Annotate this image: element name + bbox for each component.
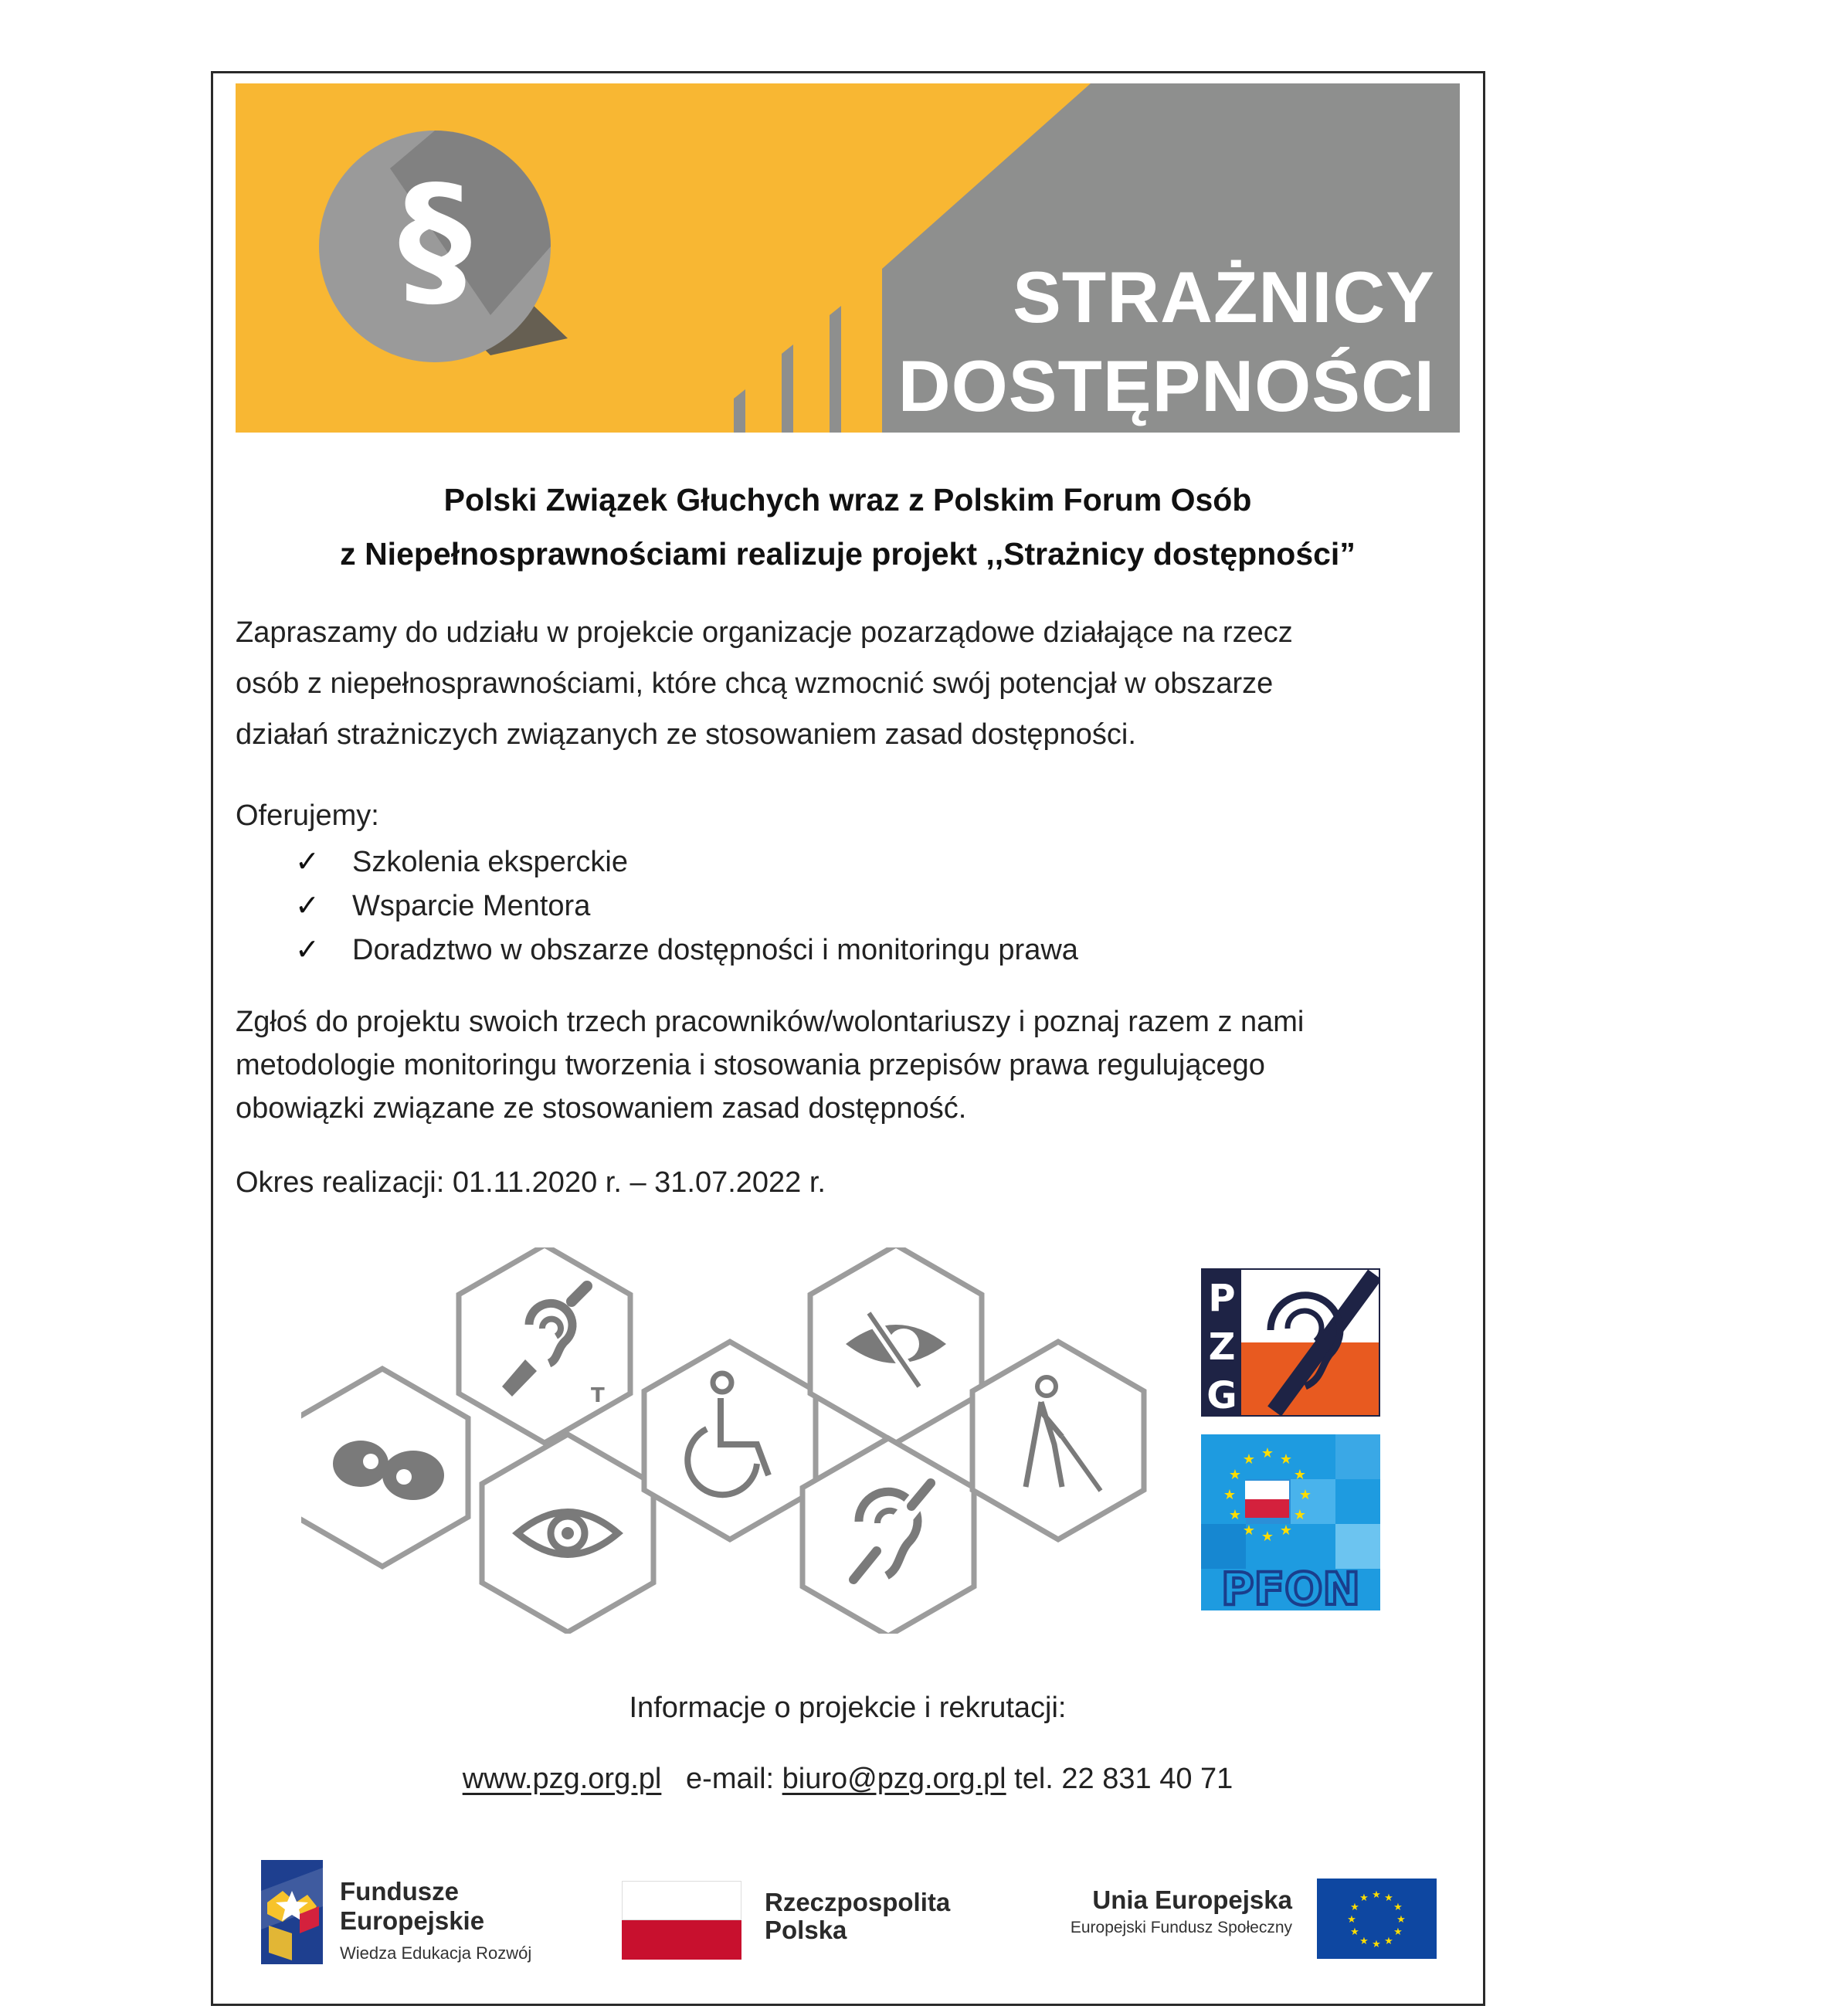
sign-language-icon [301, 1369, 468, 1566]
intro-line2: osób z niepełnosprawnościami, które chcą wzmocnić swój potencjał w obszarze [236, 667, 1274, 700]
svg-text:★: ★ [1393, 1902, 1403, 1913]
checkmark-icon: ✓ [295, 846, 320, 878]
info-label: Informacje o projekcie i rekrutacji: [629, 1692, 1067, 1724]
svg-text:★: ★ [1279, 1451, 1293, 1468]
fe-line2: Europejskie [340, 1906, 485, 1935]
banner [236, 83, 1460, 433]
ue-line2: Europejski Fundusz Społeczny [1070, 1919, 1292, 1936]
banner-title-line2: DOSTĘPNOŚCI [898, 345, 1435, 426]
pzg-logo [1201, 1268, 1380, 1417]
svg-text:★: ★ [1347, 1914, 1356, 1926]
svg-text:★: ★ [1298, 1487, 1312, 1503]
offer-label: Oferujemy: [236, 799, 379, 832]
svg-text:★: ★ [1384, 1892, 1393, 1904]
svg-text:★: ★ [1261, 1445, 1274, 1461]
polish-flag-logo [622, 1881, 741, 1960]
unia-europejska-text [1071, 1885, 1292, 1937]
fundusze-europejskie-text [340, 1877, 531, 1963]
svg-text:★: ★ [1279, 1522, 1293, 1539]
offer-item-text: Wsparcie Mentora [352, 890, 591, 922]
heading-line2: z Niepełnosprawnościami realizuje projekt ,,Strażnicy dostępności” [340, 536, 1356, 572]
eye-icon [482, 1434, 653, 1632]
email-label: e-mail: [686, 1763, 775, 1795]
svg-text:★: ★ [1372, 1889, 1381, 1901]
svg-text:★: ★ [1242, 1522, 1256, 1539]
hard-of-hearing-icon [803, 1438, 974, 1634]
checkmark-icon: ✓ [295, 890, 320, 922]
ue-line1: Unia Europejska [1092, 1885, 1292, 1914]
rzeczpospolita-polska-text [765, 1889, 950, 1944]
svg-text:§: § [398, 154, 472, 325]
svg-text:★: ★ [1372, 1939, 1381, 1950]
svg-text:T: T [591, 1384, 605, 1407]
offer-item-text: Szkolenia eksperckie [352, 846, 628, 878]
low-vision-icon [810, 1247, 982, 1443]
wheelchair-icon [644, 1342, 816, 1539]
email-link[interactable]: biuro@pzg.org.pl [782, 1763, 1006, 1795]
svg-text:★: ★ [1261, 1529, 1274, 1545]
svg-text:★: ★ [1350, 1902, 1359, 1913]
svg-text:★: ★ [1223, 1487, 1237, 1503]
svg-text:G: G [1206, 1374, 1237, 1417]
svg-text:★: ★ [1396, 1914, 1406, 1926]
fe-line3: Wiedza Edukacja Rozwój [340, 1943, 532, 1963]
website-link[interactable]: www.pzg.org.pl [462, 1763, 662, 1795]
intro-line1: Zapraszamy do udziału w projekcie organizacje pozarządowe działające na rzecz [236, 616, 1293, 649]
eu-flag-logo [1317, 1879, 1437, 1959]
svg-text:★: ★ [1384, 1936, 1393, 1947]
apply-line1: Zgłoś do projektu swoich trzech pracowników/wolontariuszy i poznaj razem z nami [236, 1006, 1305, 1038]
svg-text:P: P [1208, 1277, 1236, 1320]
svg-text:★: ★ [1242, 1451, 1256, 1468]
accessibility-icons [301, 1247, 1174, 1634]
rp-line1: Rzeczpospolita [765, 1888, 951, 1916]
pfon-logo [1201, 1434, 1380, 1610]
svg-text:Z: Z [1208, 1325, 1236, 1369]
intro-line3: działań strażniczych związanych ze stosowaniem zasad dostępności. [236, 718, 1136, 751]
rp-line2: Polska [765, 1916, 847, 1944]
apply-line3: obowiązki związane ze stosowaniem zasad dostępność. [236, 1092, 967, 1125]
banner-title-line1: STRAŻNICY [1013, 256, 1435, 338]
offer-item-text: Doradztwo w obszarze dostępności i monitoringu prawa [352, 934, 1078, 966]
fe-line1: Fundusze [340, 1877, 459, 1906]
svg-text:★: ★ [1393, 1926, 1403, 1938]
checkmark-icon: ✓ [295, 934, 320, 966]
svg-text:★: ★ [1228, 1507, 1242, 1523]
heading-line1: Polski Związek Głuchych wraz z Polskim Forum Osób [443, 482, 1252, 518]
fundusze-europejskie-logo [261, 1860, 323, 1964]
svg-text:★: ★ [1293, 1467, 1307, 1483]
contact-line [236, 1763, 1460, 1796]
svg-text:★: ★ [1359, 1892, 1369, 1904]
svg-text:PFON: PFON [1221, 1563, 1360, 1610]
hearing-loop-icon [459, 1247, 630, 1443]
svg-text:★: ★ [1293, 1507, 1307, 1523]
svg-text:★: ★ [1228, 1467, 1242, 1483]
phone-number: tel. 22 831 40 71 [1014, 1763, 1233, 1795]
svg-text:★: ★ [1359, 1936, 1369, 1947]
project-period: Okres realizacji: 01.11.2020 r. – 31.07.2022 r. [236, 1166, 826, 1199]
apply-line2: metodologie monitoringu tworzenia i stosowania przepisów prawa regulującego [236, 1049, 1265, 1081]
svg-text:★: ★ [1350, 1926, 1359, 1938]
blind-person-cane-icon [972, 1342, 1144, 1539]
